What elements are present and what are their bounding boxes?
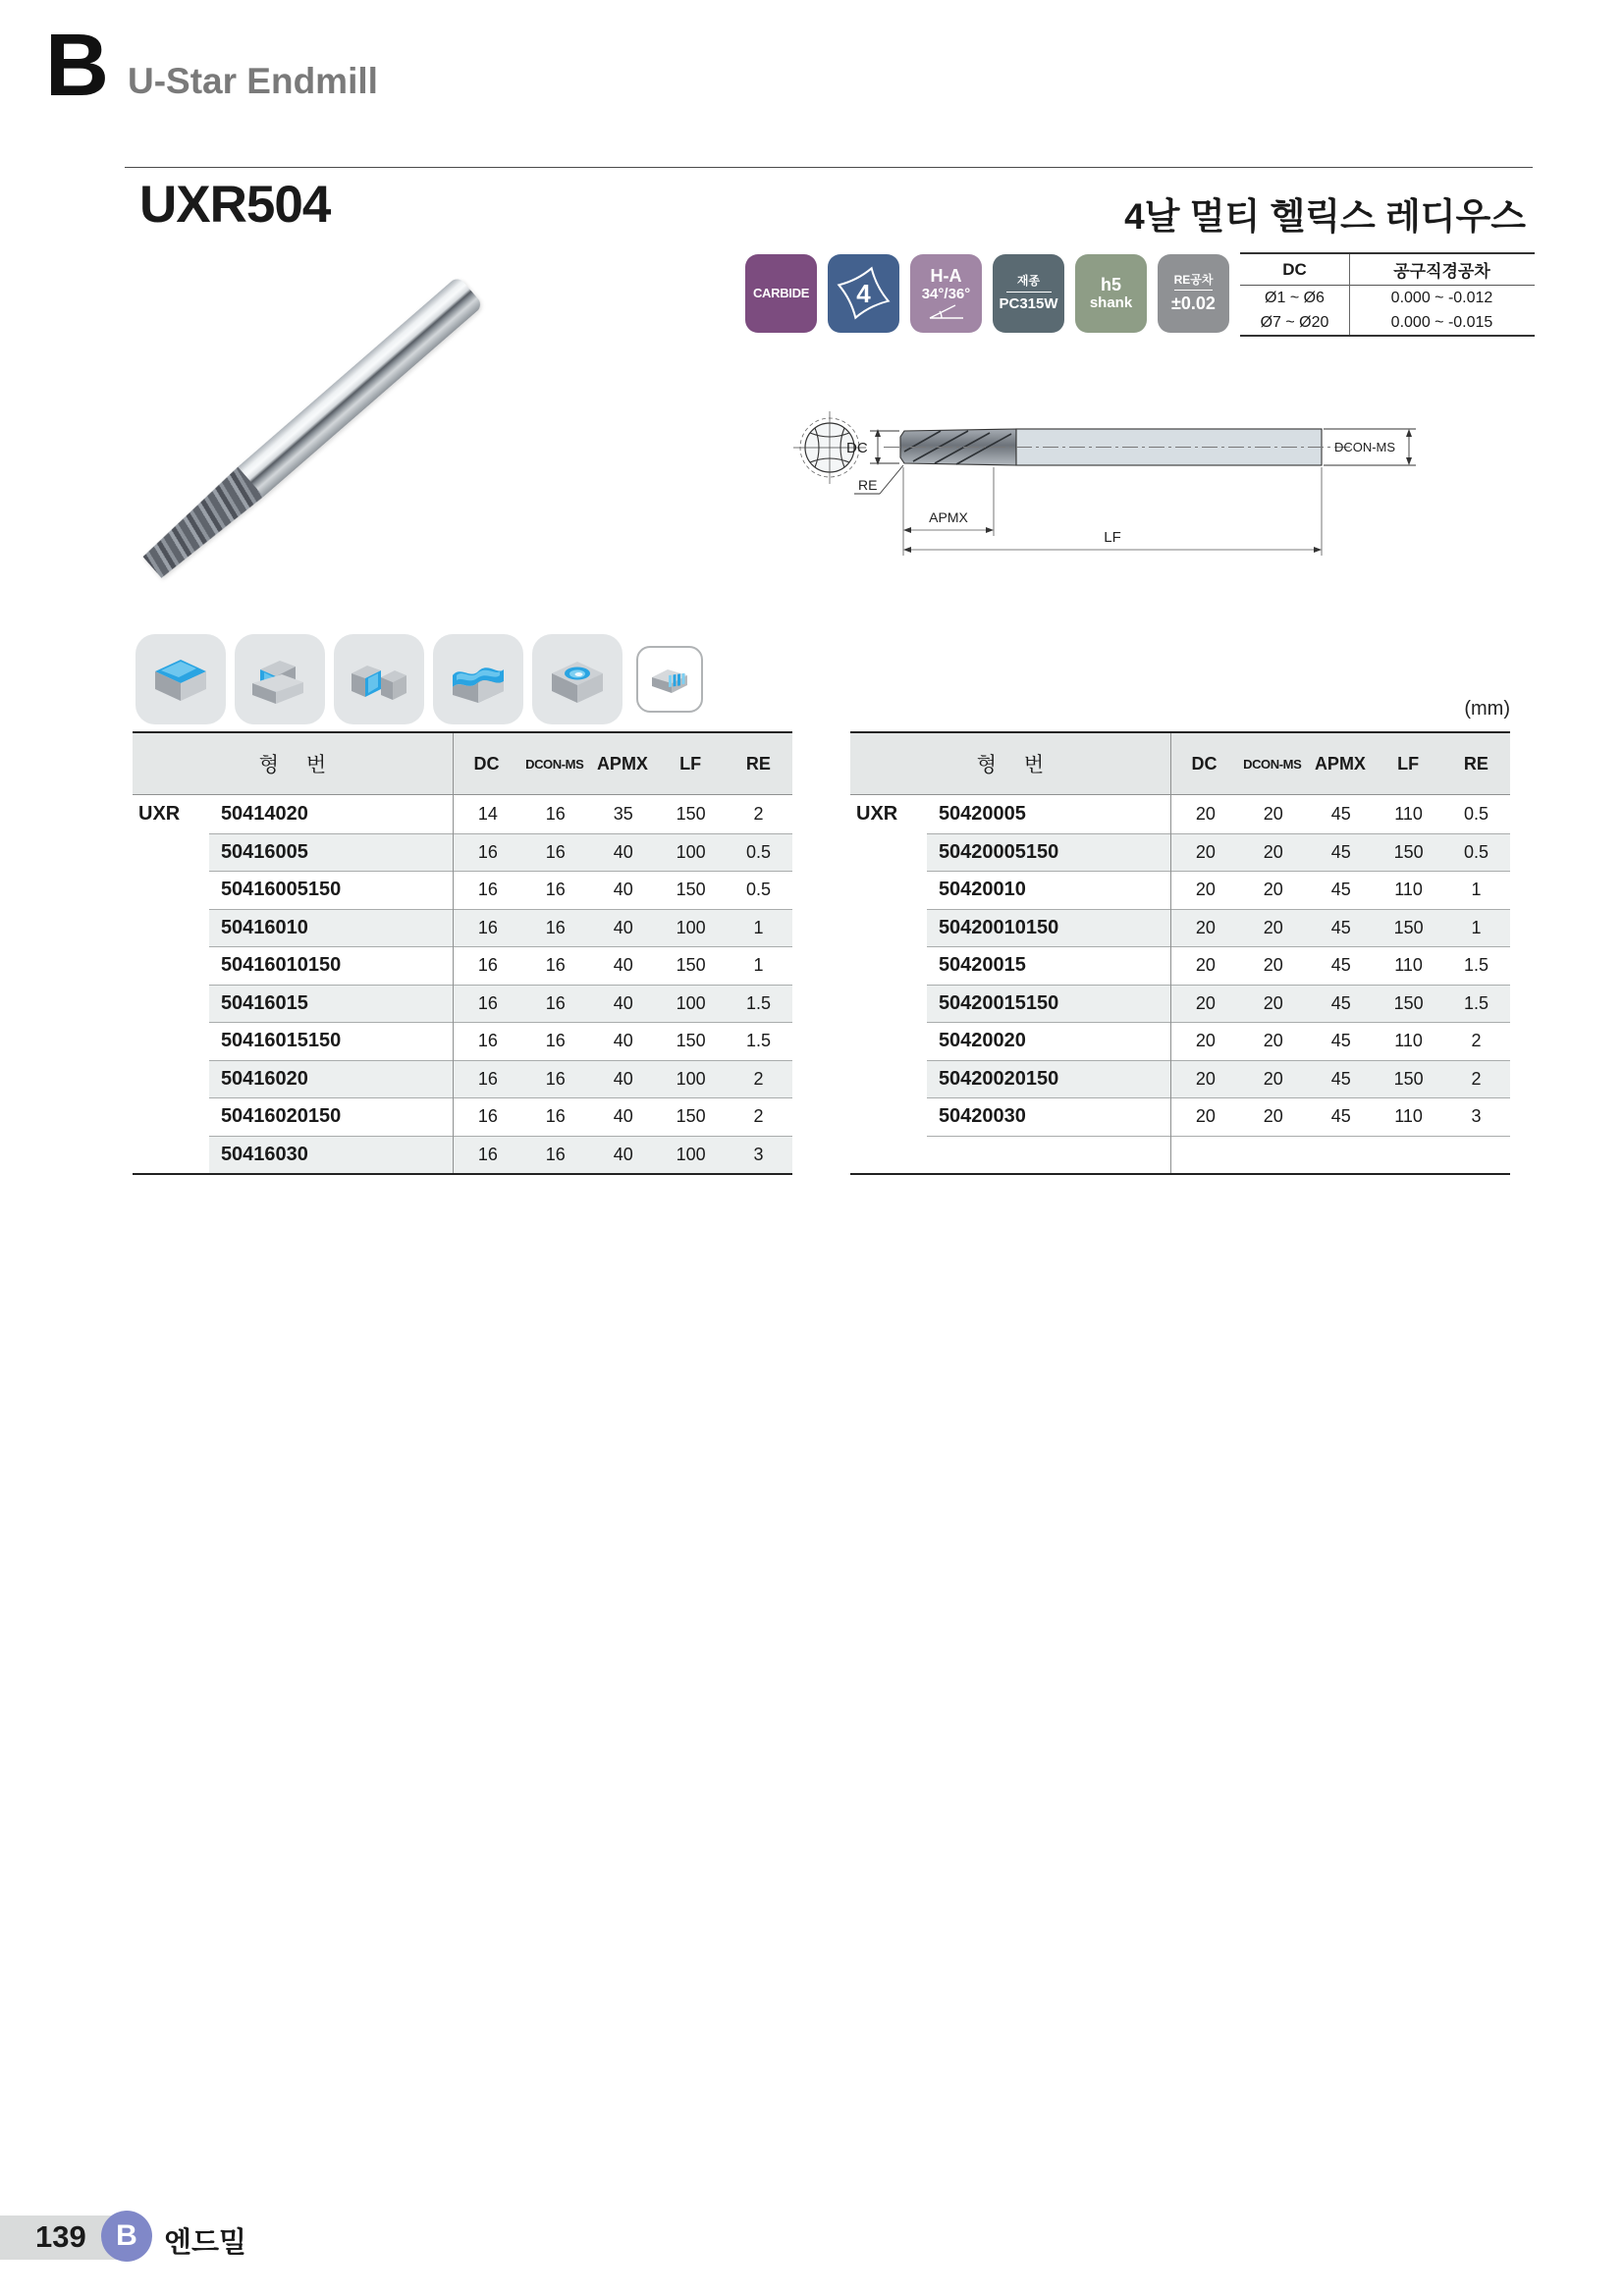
brand-cell (850, 1097, 927, 1136)
shoulder-milling-icon (235, 634, 325, 724)
value-cell: 20 (1195, 1068, 1216, 1089)
value-cell: 16 (545, 1068, 566, 1089)
brand-cell (133, 1060, 209, 1098)
material-badge-value: PC315W (999, 294, 1058, 312)
model-number-cell: 50420005150 (938, 840, 1059, 863)
spec-table-right (850, 731, 1510, 1175)
row-values (927, 1022, 1510, 1060)
tolerance-range: Ø7 ~ Ø20 (1260, 313, 1329, 331)
helix-badge-line1: H-A (930, 266, 962, 287)
side-view (884, 429, 1350, 465)
table-row (850, 1060, 1510, 1098)
value-cell: 100 (676, 1068, 706, 1089)
value-cell: 16 (477, 917, 498, 937)
value-cell: 100 (676, 992, 706, 1013)
table-row (133, 1097, 792, 1136)
value-cell: 20 (1263, 1068, 1283, 1089)
model-number-cell: 50420030 (938, 1105, 1026, 1128)
value-cell: 110 (1394, 880, 1423, 900)
tolerance-row (1240, 286, 1535, 310)
re-tolerance-label: RE공차 (1174, 274, 1214, 291)
value-cell: 150 (1393, 1068, 1424, 1089)
plunge-milling-icon (532, 634, 623, 724)
table-row (133, 871, 792, 909)
value-cell: 3 (1471, 1106, 1482, 1127)
unit-label: (mm) (1464, 698, 1510, 720)
table-column-divider (453, 733, 454, 1173)
endmill-flute-section (139, 466, 264, 582)
value-cell: 16 (545, 955, 566, 976)
table-row (850, 1136, 1510, 1174)
spec-badges (745, 254, 1229, 333)
value-cell: 16 (477, 1144, 498, 1164)
table-row (850, 985, 1510, 1023)
model-number-cell: 50416030 (220, 1143, 308, 1165)
value-cell: 20 (1263, 1106, 1283, 1127)
value-cell: 45 (1330, 841, 1351, 862)
table-row (850, 946, 1510, 985)
value-cell: 16 (477, 992, 498, 1013)
apmx-column-header: APMX (1314, 753, 1366, 774)
value-cell: 20 (1195, 841, 1216, 862)
value-cell: 40 (613, 917, 633, 937)
row-values (209, 946, 792, 985)
value-cell: 40 (613, 1068, 633, 1089)
shank-badge-line1: h5 (1100, 274, 1121, 294)
value-cell: 40 (613, 841, 633, 862)
table-row (133, 795, 792, 833)
value-cell: 16 (477, 841, 498, 862)
value-cell: 16 (545, 841, 566, 862)
model-number-cell: 50420010 (938, 879, 1026, 901)
table-row (850, 871, 1510, 909)
value-cell: 2 (753, 803, 764, 824)
tolerance-col2-header: 공구직경공차 (1393, 262, 1490, 281)
table-row (133, 1136, 792, 1174)
brand-cell (133, 909, 209, 947)
value-cell: 20 (1195, 803, 1216, 824)
value-cell: 2 (753, 1106, 764, 1127)
value-cell: 3 (753, 1144, 764, 1164)
table-row (133, 1022, 792, 1060)
lf-column-header: LF (679, 753, 702, 774)
value-cell: 20 (1263, 803, 1283, 824)
model-number-cell: 50420020 (938, 1030, 1026, 1052)
value-cell: 20 (1263, 955, 1283, 976)
value-cell: 45 (1330, 880, 1351, 900)
row-values (209, 985, 792, 1023)
table-row (133, 946, 792, 985)
subtitle-korean: 4날 멀티 헬릭스 레디우스 (1124, 196, 1526, 237)
value-cell: 150 (1393, 841, 1424, 862)
dc-label: DC (846, 440, 868, 456)
value-cell: 1.5 (1464, 992, 1489, 1013)
value-cell: 20 (1195, 880, 1216, 900)
model-number-cell: 50420015 (938, 954, 1026, 977)
brand-cell (850, 909, 927, 947)
brand-cell (850, 985, 927, 1023)
row-values (927, 1097, 1510, 1136)
value-cell: 45 (1330, 917, 1351, 937)
value-cell: 1 (753, 955, 764, 976)
face-milling-icon (135, 634, 226, 724)
value-cell: 1.5 (746, 1031, 772, 1051)
value-cell: 150 (676, 803, 706, 824)
table-row (850, 833, 1510, 872)
table-row (133, 909, 792, 947)
value-cell: 45 (1330, 1068, 1351, 1089)
row-values (209, 1136, 792, 1174)
model-number-cell: 50416015 (220, 991, 308, 1014)
value-cell: 150 (1393, 917, 1424, 937)
value-cell: 150 (676, 1031, 706, 1051)
table-row (850, 909, 1510, 947)
brand-cell (133, 871, 209, 909)
tolerance-value: 0.000 ~ -0.012 (1390, 289, 1493, 306)
dimension-diagram (776, 400, 1424, 597)
value-cell: 16 (545, 1144, 566, 1164)
diameter-tolerance-table (1240, 252, 1535, 337)
endmill-shank-section (238, 276, 483, 497)
brand-cell (133, 833, 209, 872)
value-cell: 0.5 (746, 841, 772, 862)
material-badge-divider (1006, 292, 1052, 293)
re-column-header: RE (1463, 753, 1489, 774)
table-row (133, 1060, 792, 1098)
material-grade-badge (993, 254, 1064, 333)
brand-cell (850, 871, 927, 909)
dcon-label: DCON-MS (1333, 440, 1396, 454)
brand-cell (850, 1136, 927, 1174)
value-cell: 16 (477, 1031, 498, 1051)
row-values (209, 795, 792, 833)
table-row (850, 1097, 1510, 1136)
model-number-cell: 50416015150 (220, 1030, 342, 1052)
model-column-header: 형 번 (976, 754, 1045, 776)
value-cell: 40 (613, 1106, 633, 1127)
row-values (927, 1060, 1510, 1098)
page-number: 139 (35, 2219, 86, 2254)
value-cell: 20 (1263, 917, 1283, 937)
value-cell: 16 (545, 917, 566, 937)
brand-cell (133, 1022, 209, 1060)
lf-label: LF (1104, 529, 1121, 546)
re-column-header: RE (745, 753, 771, 774)
value-cell: 40 (613, 955, 633, 976)
value-cell: 150 (676, 955, 706, 976)
value-cell: 150 (676, 880, 706, 900)
footer-section-letter: B (116, 2219, 137, 2252)
value-cell: 2 (1471, 1068, 1482, 1089)
brand-cell (133, 1136, 209, 1174)
brand-cell (850, 1060, 927, 1098)
brand-cell (850, 833, 927, 872)
row-values (927, 985, 1510, 1023)
table-column-divider (1170, 733, 1171, 1173)
brand-cell (850, 946, 927, 985)
lf-column-header: LF (1397, 753, 1420, 774)
value-cell: 100 (676, 841, 706, 862)
model-number-cell: 50416010150 (220, 954, 342, 977)
value-cell: 20 (1263, 880, 1283, 900)
tolerance-row (1240, 310, 1535, 335)
value-cell: 16 (545, 1106, 566, 1127)
model-number-cell: 50420010150 (938, 916, 1059, 938)
helix-badge-line2: 34°/36° (921, 286, 971, 303)
row-values (209, 1022, 792, 1060)
re-tolerance-badge (1158, 254, 1229, 333)
model-number-cell: 50420020150 (938, 1067, 1059, 1090)
model-number-cell: 50420015150 (938, 991, 1059, 1014)
page-title: UXR504 (139, 176, 331, 234)
value-cell: 2 (753, 1068, 764, 1089)
brand-cell: UXR (138, 802, 181, 825)
value-cell: 20 (1263, 841, 1283, 862)
spec-table-left (133, 731, 792, 1175)
endmill-tool-image (139, 276, 484, 582)
value-cell: 1 (753, 917, 764, 937)
model-number-cell: 50416020 (220, 1067, 308, 1090)
value-cell: 16 (477, 1068, 498, 1089)
model-number-cell: 50416010 (220, 916, 308, 938)
value-cell: 16 (477, 955, 498, 976)
row-values (209, 1097, 792, 1136)
value-cell: 0.5 (1464, 803, 1489, 824)
footer-section-label: 엔드밀 (164, 2227, 247, 2259)
model-number-cell: 50414020 (220, 802, 308, 825)
application-icons (135, 634, 703, 724)
header-divider (125, 167, 1533, 168)
row-values (927, 795, 1510, 833)
footer-section-icon (101, 2211, 152, 2262)
value-cell: 45 (1330, 803, 1351, 824)
value-cell: 45 (1330, 1031, 1351, 1051)
row-values (927, 909, 1510, 947)
table-row (133, 985, 792, 1023)
flute-count-value: 4 (856, 278, 871, 308)
value-cell: 35 (613, 803, 633, 824)
value-cell: 45 (1330, 992, 1351, 1013)
brand-cell (850, 1022, 927, 1060)
value-cell: 14 (477, 803, 498, 824)
apmx-label: APMX (929, 509, 968, 525)
value-cell: 110 (1394, 803, 1423, 824)
model-number-cell: 50420005 (938, 802, 1026, 825)
value-cell: 1 (1471, 880, 1482, 900)
value-cell: 45 (1330, 1106, 1351, 1127)
value-cell: 40 (613, 992, 633, 1013)
brand-cell (133, 985, 209, 1023)
table-row (133, 833, 792, 872)
value-cell: 20 (1195, 955, 1216, 976)
re-tolerance-value: ±0.02 (1171, 293, 1216, 313)
carbide-badge (745, 254, 817, 333)
shank-badge (1075, 254, 1147, 333)
value-cell: 16 (545, 1031, 566, 1051)
empty-row (927, 1136, 1510, 1174)
value-cell: 16 (477, 1106, 498, 1127)
value-cell: 110 (1394, 1031, 1423, 1051)
tolerance-range: Ø1 ~ Ø6 (1265, 289, 1325, 306)
section-title: U-Star Endmill (128, 61, 378, 101)
value-cell: 1.5 (1464, 955, 1489, 976)
value-cell: 0.5 (746, 880, 772, 900)
value-cell: 110 (1394, 955, 1423, 976)
dcon-column-header: DCON-MS (525, 756, 584, 772)
re-label: RE (858, 477, 878, 493)
material-badge-label: 재종 (1016, 273, 1041, 288)
table-row (850, 795, 1510, 833)
brand-cell (133, 946, 209, 985)
value-cell: 1 (1471, 917, 1482, 937)
value-cell: 0.5 (1464, 841, 1489, 862)
value-cell: 16 (545, 880, 566, 900)
value-cell: 110 (1394, 1106, 1423, 1127)
row-values (209, 833, 792, 872)
table-header (133, 733, 792, 795)
row-values (209, 909, 792, 947)
brand-cell: UXR (856, 802, 898, 825)
tolerance-table-divider (1349, 254, 1350, 335)
row-values (209, 871, 792, 909)
row-values (209, 1060, 792, 1098)
model-number-cell: 50416020150 (220, 1105, 342, 1128)
dcon-column-header: DCON-MS (1243, 756, 1302, 772)
ramping-icon (636, 646, 703, 713)
value-cell: 100 (676, 917, 706, 937)
shank-badge-line2: shank (1089, 294, 1133, 311)
brand-cell (133, 1097, 209, 1136)
value-cell: 20 (1195, 1106, 1216, 1127)
section-letter: B (45, 17, 106, 115)
value-cell: 150 (1393, 992, 1424, 1013)
value-cell: 45 (1330, 955, 1351, 976)
model-number-cell: 50416005 (220, 840, 308, 863)
value-cell: 20 (1263, 992, 1283, 1013)
value-cell: 20 (1195, 1031, 1216, 1051)
value-cell: 20 (1195, 917, 1216, 937)
helix-angle-badge (910, 254, 982, 333)
tolerance-table-header (1240, 254, 1535, 286)
value-cell: 40 (613, 1031, 633, 1051)
value-cell: 16 (545, 803, 566, 824)
value-cell: 16 (477, 880, 498, 900)
value-cell: 16 (545, 992, 566, 1013)
slot-milling-icon (334, 634, 424, 724)
row-values (927, 833, 1510, 872)
row-values (927, 946, 1510, 985)
value-cell: 2 (1471, 1031, 1482, 1051)
value-cell: 40 (613, 1144, 633, 1164)
flute-count-badge (828, 254, 899, 333)
model-number-cell: 50416005150 (220, 879, 342, 901)
endmill-photo (113, 275, 604, 614)
value-cell: 20 (1263, 1031, 1283, 1051)
tolerance-col1-header: DC (1282, 259, 1307, 279)
row-values (927, 871, 1510, 909)
dc-column-header: DC (473, 753, 500, 774)
carbide-badge-label: CARBIDE (752, 285, 810, 300)
value-cell: 150 (676, 1106, 706, 1127)
value-cell: 100 (676, 1144, 706, 1164)
dc-column-header: DC (1191, 753, 1218, 774)
angle-icon (927, 303, 966, 320)
value-cell: 40 (613, 880, 633, 900)
model-column-header: 형 번 (258, 754, 327, 776)
table-row (850, 1022, 1510, 1060)
value-cell: 1.5 (746, 992, 772, 1013)
value-cell: 20 (1195, 992, 1216, 1013)
tolerance-value: 0.000 ~ -0.015 (1390, 313, 1493, 331)
apmx-column-header: APMX (596, 753, 648, 774)
table-header (850, 733, 1510, 795)
profile-milling-icon (433, 634, 523, 724)
